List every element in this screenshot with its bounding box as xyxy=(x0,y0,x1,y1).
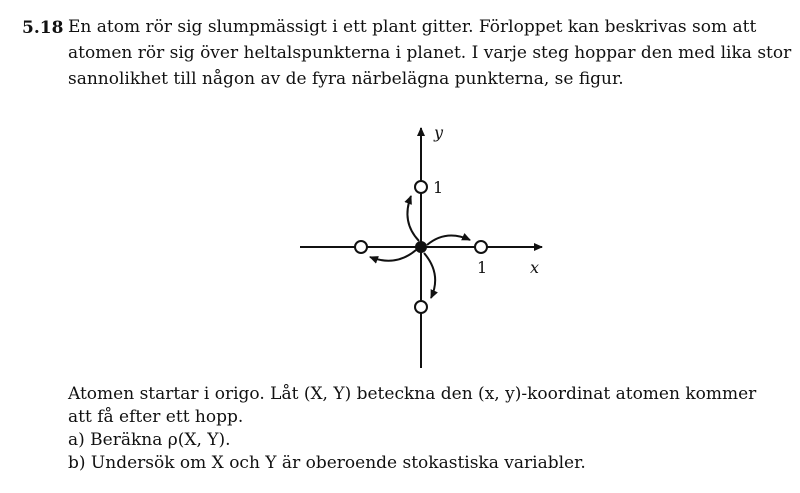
problem-number: 5.18 xyxy=(22,18,64,38)
intro-line: sannolikhet till någon av de fyra närbelägna punkterna, se figur. xyxy=(68,69,624,89)
question-line: Atomen startar i origo. Låt (X, Y) beteckna den (x, y)-koordinat atomen kommer xyxy=(68,384,757,404)
jump-arrow-right xyxy=(427,236,470,245)
jump-arrow-left xyxy=(370,250,416,261)
y-tick-label: 1 xyxy=(433,178,444,197)
jump-arrow-up xyxy=(407,196,419,241)
x-axis-label: x xyxy=(530,258,540,277)
problem-questions xyxy=(68,383,778,475)
y-axis-label: y xyxy=(434,123,444,142)
question-line: a) Beräkna ρ(X, Y). xyxy=(68,430,231,450)
neighbor-point-down xyxy=(415,301,427,313)
jump-arrow-down xyxy=(424,253,435,298)
neighbor-point-right xyxy=(475,241,487,253)
neighbor-point-left xyxy=(355,241,367,253)
question-line: b) Undersök om X och Y är oberoende stokastiska variabler. xyxy=(68,453,586,473)
intro-line: atomen rör sig över heltalspunkterna i planet. I varje steg hoppar den med lika stor xyxy=(68,43,792,63)
neighbor-point-up xyxy=(415,181,427,193)
intro-line: En atom rör sig slumpmässigt i ett plant gitter. Förloppet kan beskrivas som att xyxy=(68,17,757,37)
question-line: att få efter ett hopp. xyxy=(68,407,244,427)
origin-point xyxy=(415,241,427,253)
x-tick-label: 1 xyxy=(477,258,488,277)
